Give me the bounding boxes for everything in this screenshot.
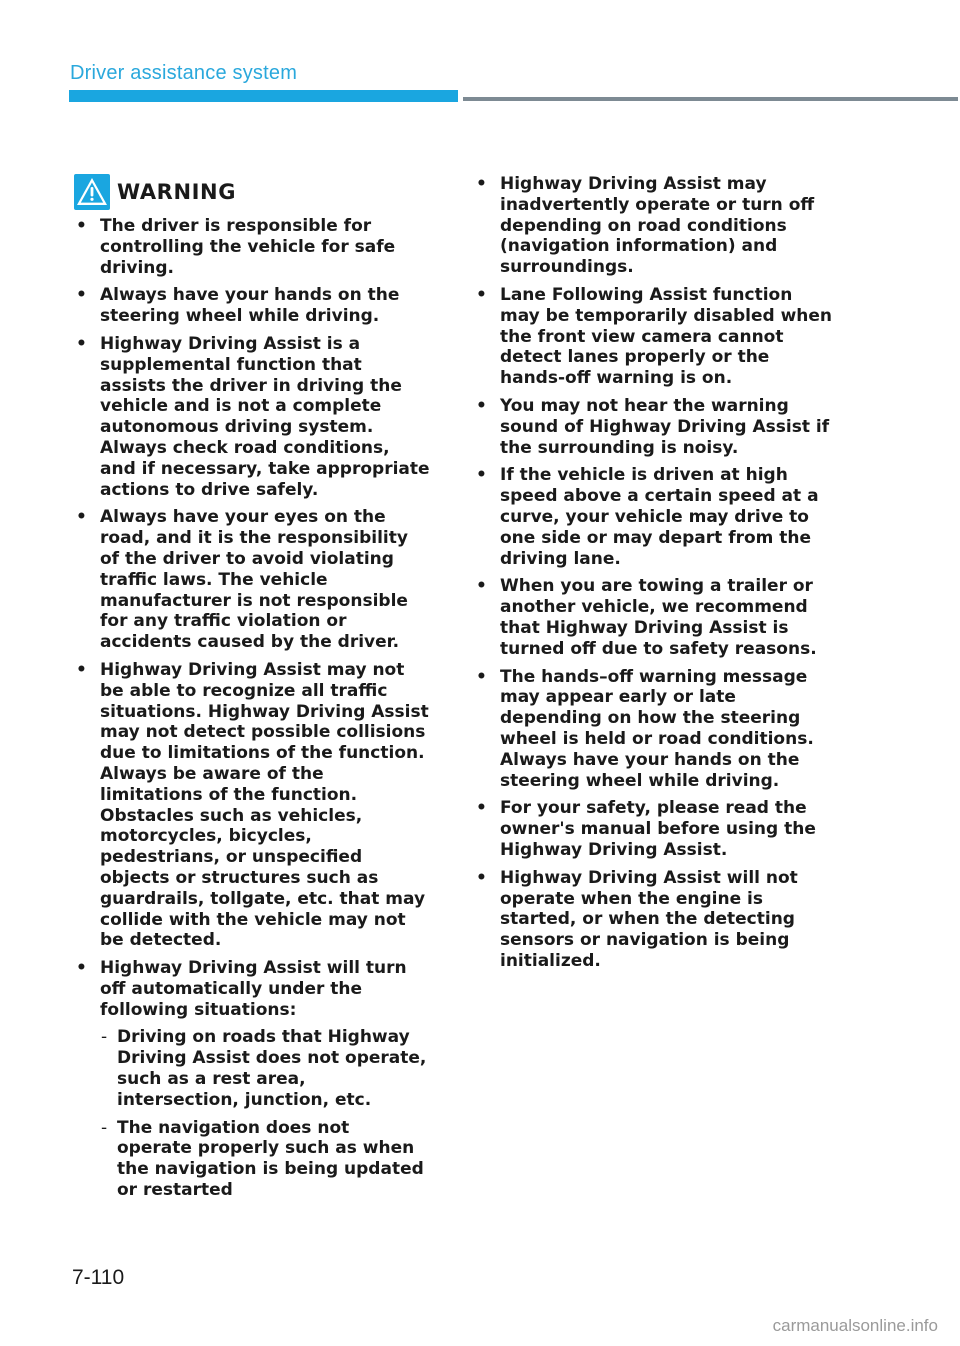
list-item: • When you are towing a trailer or another vehicle, we recommend that Highway Driving Assist is turned off due to safety reasons. [476,576,817,659]
section-title: Driver assistance system [70,62,298,84]
sub-list [100,1027,430,1200]
list-item: • If the vehicle is driven at high speed above a certain speed at a curve, your vehicle may drive to one side or may depart from the driving lane. [476,465,819,569]
sub-list-item: - The navigation does not operate properly such as when the navigation is being updated or restarted [101,1117,424,1201]
header-accent-bar [69,90,458,102]
list-item: • For your safety, please read the owner's manual before using the Highway Driving Assist. [476,798,816,860]
list-item: • Always have your hands on the steering wheel while driving. [76,285,400,327]
list-item: • You may not hear the warning sound of Highway Driving Assist if the surrounding is noisy. [476,395,830,458]
right-bullet-list [474,174,836,972]
list-item: • Lane Following Assist function may be temporarily disabled when the front view camera cannot detect lanes properly or the hands-off warning is on. [476,284,833,389]
list-item: • Always have your eyes on the road, and it is the responsibility of the driver to avoid violating traffic laws. The vehicle manufacturer is not responsible for any traffic violation or accidents caused by the driver. [76,507,408,653]
sub-list-item: - Driving on roads that Highway Driving Assist does not operate, such as a rest area, intersection, junction, etc. [101,1027,427,1110]
list-item: • Highway Driving Assist may inadvertently operate or turn off depending on road conditions (navigation information) and surroundings. [476,174,815,278]
header-divider-bar [463,97,958,101]
list-item: • Highway Driving Assist may not be able to recognize all traffic situations. Highway Driving Assist may not detect possible collisions due to limitations of the function. Always be aware of the limitations of the function. Obstacles such as vehicles, motorcycles, bicycles, pedestrians, or unspecified objects or structures such as guardrails, tollgate, etc. that may collide with the vehicle may not be detected. [76,659,429,951]
right-column [474,174,836,979]
warning-heading [74,172,430,212]
list-item: • Highway Driving Assist is a supplemental function that assists the driver in driving the vehicle and is not a complete autonomous driving system. Always check road conditions, and if necessary, take appropriate actions to drive safely. [76,333,430,500]
list-item: • Highway Driving Assist will not operate when the engine is started, or when the detecting sensors or navigation is being initialized. [476,867,798,971]
left-bullet-list [74,216,430,1201]
page-number: 7-110 [72,1266,125,1289]
watermark-text: carmanualsonline.info [772,1316,938,1335]
left-column [74,172,430,1208]
list-item: • The hands–off warning message may appear early or late depending on how the steering wheel is held or road conditions. Always have your hands on the steering wheel while driving. [476,666,814,791]
warning-label: WARNING [117,179,237,204]
warning-triangle-icon [74,174,110,210]
list-item: • The driver is responsible for controlling the vehicle for safe driving. [76,216,396,278]
list-item: • Highway Driving Assist will turn off automatically under the following situations: - Driving on roads that Highway Driving Assist does not operate, such as a rest area, intersection, junction, etc. - The navigation does not operate properly such as when the navigation is being updated or restarted [74,958,430,1201]
